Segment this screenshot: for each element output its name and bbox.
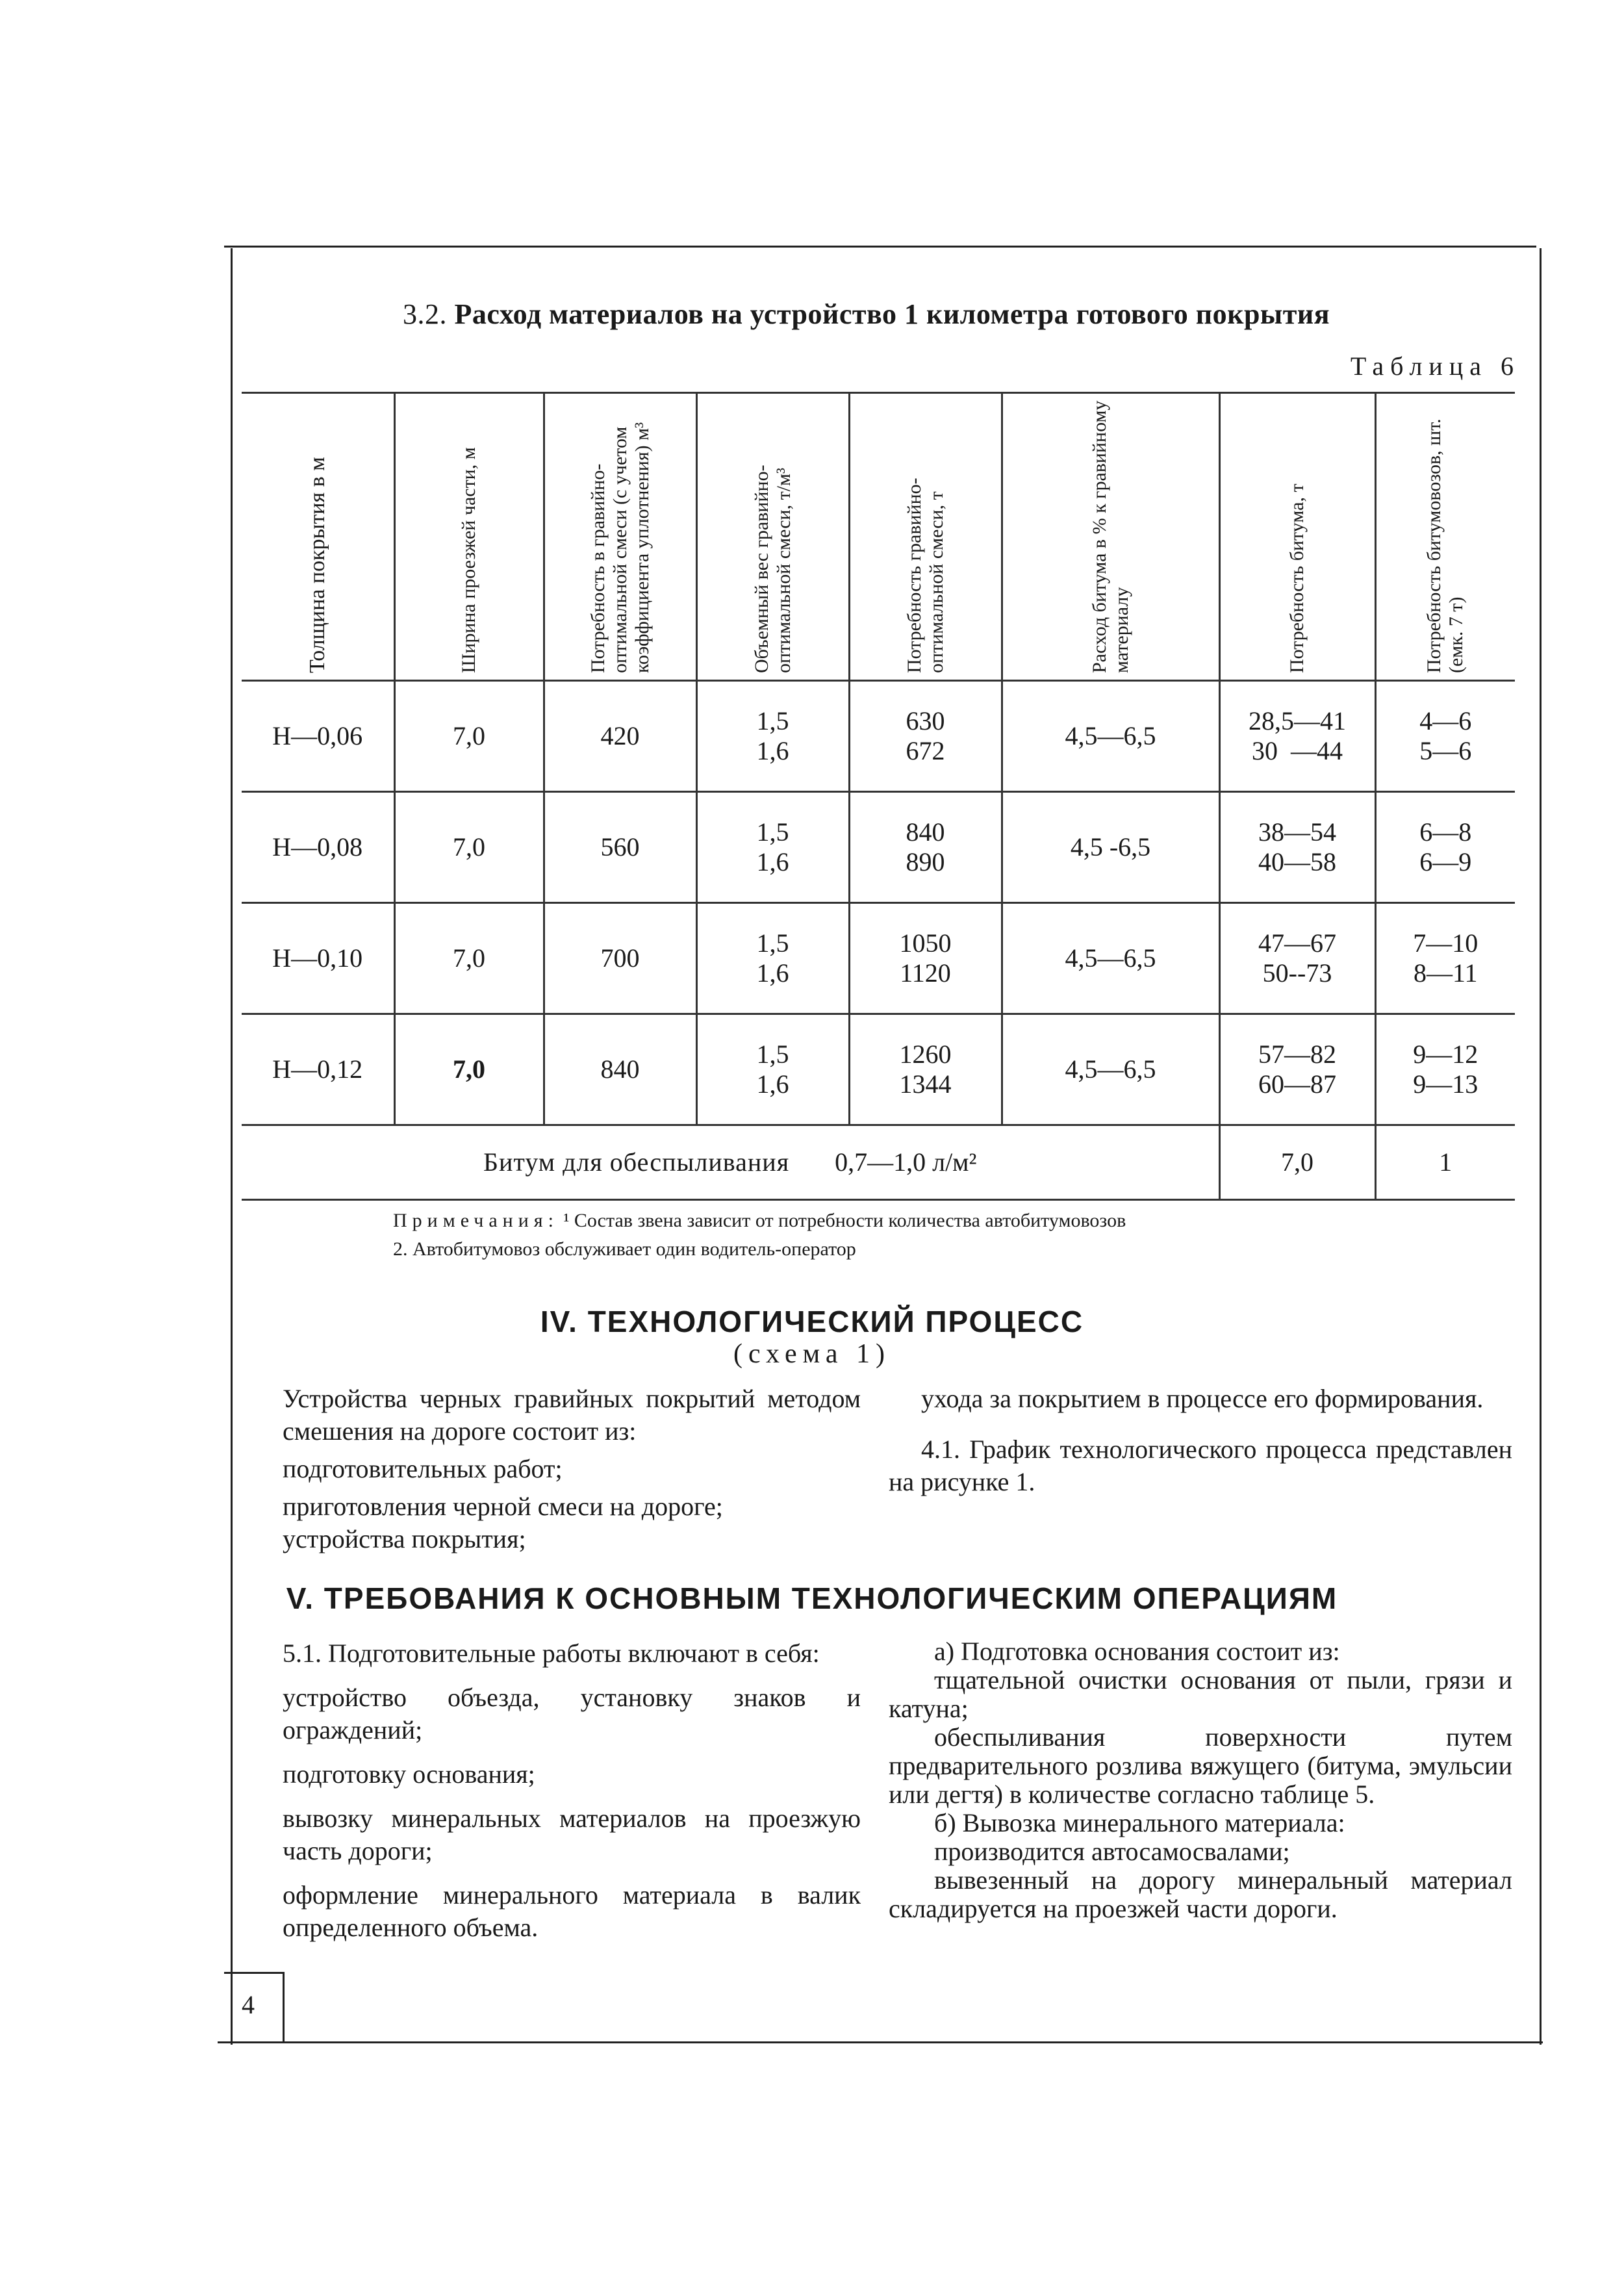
header-trucks: Потребность битумовозов, шт. (емк. 7 т)	[1375, 393, 1515, 681]
cell-bitumen-tons: 28,5—41 30 —44	[1219, 681, 1375, 792]
page-frame-bottom	[218, 2041, 1543, 2043]
cell-trucks: 9—12 9—13	[1375, 1014, 1515, 1125]
note-2: 2. Автобитумовоз обслуживает один водитель-оператор	[393, 1238, 856, 1260]
section-4-subtitle: (схема 1)	[733, 1339, 891, 1369]
list-item: устройство объезда, установку знаков и ограждений;	[283, 1683, 861, 1744]
cell-bitumen-tons: 57—82 60—87	[1219, 1014, 1375, 1125]
section-5-a-heading: а) Подготовка основания состоит из:	[934, 1637, 1340, 1666]
cell-mix-need: 840	[544, 1014, 696, 1125]
cell-trucks: 4—6 5—6	[1375, 681, 1515, 792]
cell-mix-tons: 1050 1120	[849, 903, 1002, 1014]
section-5-left-column	[283, 1637, 861, 1944]
list-item: подготовительных работ;	[283, 1454, 563, 1483]
table-label: Таблица 6	[1350, 351, 1520, 381]
notes-label: Примечания:	[393, 1210, 559, 1231]
cell-mix-need: 560	[544, 792, 696, 903]
section-5-right-column	[889, 1637, 1512, 1923]
cell-thickness: Н—0,12	[242, 1014, 394, 1125]
cell-thickness: Н—0,10	[242, 903, 394, 1014]
header-mix-need: Потребность в гравийно-оптимальной смеси (с учетом коэффициента уплотнения) м³	[544, 393, 696, 681]
list-item: подготовку основания;	[283, 1759, 535, 1789]
footer-rate: 0,7—1,0 л/м²	[835, 1147, 977, 1177]
table-header-row	[242, 393, 1515, 681]
header-density: Объемный вес гравийно-оптимальной смеси, т/м³	[696, 393, 849, 681]
cell-trucks: 7—10 8—11	[1375, 903, 1515, 1014]
list-item: оформление минерального материала в валик определенного объема.	[283, 1880, 861, 1942]
section-5-a-item-1: тщательной очистки основания от пыли, грязи и катуна;	[889, 1665, 1512, 1723]
table-row	[242, 1014, 1515, 1125]
section-5-a-item-2: обеспыливания поверхности путем предварительного розлива вяжущего (битума, эмульсии или дегтя) в количестве согласно таблице 5.	[889, 1722, 1512, 1809]
footer-bitumen-tons: 7,0	[1219, 1125, 1375, 1200]
cell-mix-tons: 630 672	[849, 681, 1002, 792]
section-4-right-p2: 4.1. График технологического процесса представлен на рисунке 1.	[889, 1435, 1512, 1496]
cell-trucks: 6—8 6—9	[1375, 792, 1515, 903]
cell-width: 7,0	[394, 1014, 544, 1125]
table-row	[242, 903, 1515, 1014]
section-4-right-column	[889, 1383, 1512, 1498]
cell-mix-tons: 840 890	[849, 792, 1002, 903]
page-frame-top	[224, 246, 1536, 248]
section-5-b-heading: б) Вывозка минерального материала:	[934, 1808, 1345, 1837]
cell-density: 1,5 1,6	[696, 792, 849, 903]
table-footer-row	[242, 1125, 1515, 1200]
cell-bitumen-percent: 4,5 -6,5	[1002, 792, 1219, 903]
cell-bitumen-percent: 4,5—6,5	[1002, 903, 1219, 1014]
cell-mix-need: 420	[544, 681, 696, 792]
footer-label: Битум для обеспыливания	[483, 1147, 790, 1177]
cell-density: 1,5 1,6	[696, 1014, 849, 1125]
header-mix-tons: Потребность гравийно-оптимальной смеси, т	[849, 393, 1002, 681]
header-bitumen-percent: Расход битума в % к гравийному материалу	[1002, 393, 1219, 681]
header-width: Ширина проезжей части, м	[394, 393, 544, 681]
page-number: 4	[242, 1990, 255, 2019]
cell-thickness: Н—0,08	[242, 792, 394, 903]
section-5-b-item-1: производится автосамосвалами;	[934, 1837, 1290, 1866]
section-4-intro: Устройства черных гравийных покрытий методом смешения на дороге состоит из:	[283, 1384, 861, 1446]
cell-density: 1,5 1,6	[696, 681, 849, 792]
cell-bitumen-tons: 47—67 50--73	[1219, 903, 1375, 1014]
note-1: ¹ Состав звена зависит от потребности количества автобитумовозов	[563, 1210, 1126, 1231]
section-4-left-column	[283, 1383, 861, 1555]
cell-width: 7,0	[394, 792, 544, 903]
section-5-title: V. ТРЕБОВАНИЯ К ОСНОВНЫМ ТЕХНОЛОГИЧЕСКИМ ОПЕРАЦИЯМ	[286, 1581, 1338, 1615]
footer-trucks: 1	[1375, 1125, 1515, 1200]
section-4-title: IV. ТЕХНОЛОГИЧЕСКИЙ ПРОЦЕСС	[540, 1305, 1084, 1338]
header-bitumen-tons: Потребность битума, т	[1219, 393, 1375, 681]
cell-width: 7,0	[394, 681, 544, 792]
section-title-text: Расход материалов на устройство 1 километра готового покрытия	[454, 298, 1330, 330]
section-5-b-item-2: вывезенный на дорогу минеральный материал складируется на проезжей части дороги.	[889, 1865, 1512, 1923]
cell-mix-need: 700	[544, 903, 696, 1014]
cell-mix-tons: 1260 1344	[849, 1014, 1002, 1125]
page-frame-left	[231, 248, 233, 2045]
cell-bitumen-tons: 38—54 40—58	[1219, 792, 1375, 903]
header-thickness: Толщина покрытия в м	[242, 393, 394, 681]
table-row	[242, 681, 1515, 792]
list-item: приготовления черной смеси на дороге;	[283, 1492, 723, 1521]
cell-thickness: Н—0,06	[242, 681, 394, 792]
cell-width: 7,0	[394, 903, 544, 1014]
section-5-intro: 5.1. Подготовительные работы включают в себя:	[283, 1639, 820, 1668]
page-frame-right	[1540, 248, 1542, 2045]
table-row	[242, 792, 1515, 903]
table-notes	[393, 1207, 1126, 1264]
section-title	[403, 298, 1330, 331]
section-4-right-p1: ухода за покрытием в процессе его формирования.	[921, 1384, 1484, 1413]
cell-bitumen-percent: 4,5—6,5	[1002, 1014, 1219, 1125]
materials-table	[242, 392, 1515, 1201]
cell-bitumen-percent: 4,5—6,5	[1002, 681, 1219, 792]
cell-density: 1,5 1,6	[696, 903, 849, 1014]
list-item: устройства покрытия;	[283, 1524, 526, 1553]
section-number: 3.2.	[403, 298, 447, 330]
footer-description	[242, 1125, 1219, 1200]
list-item: вывозку минеральных материалов на проезжую часть дороги;	[283, 1804, 861, 1865]
